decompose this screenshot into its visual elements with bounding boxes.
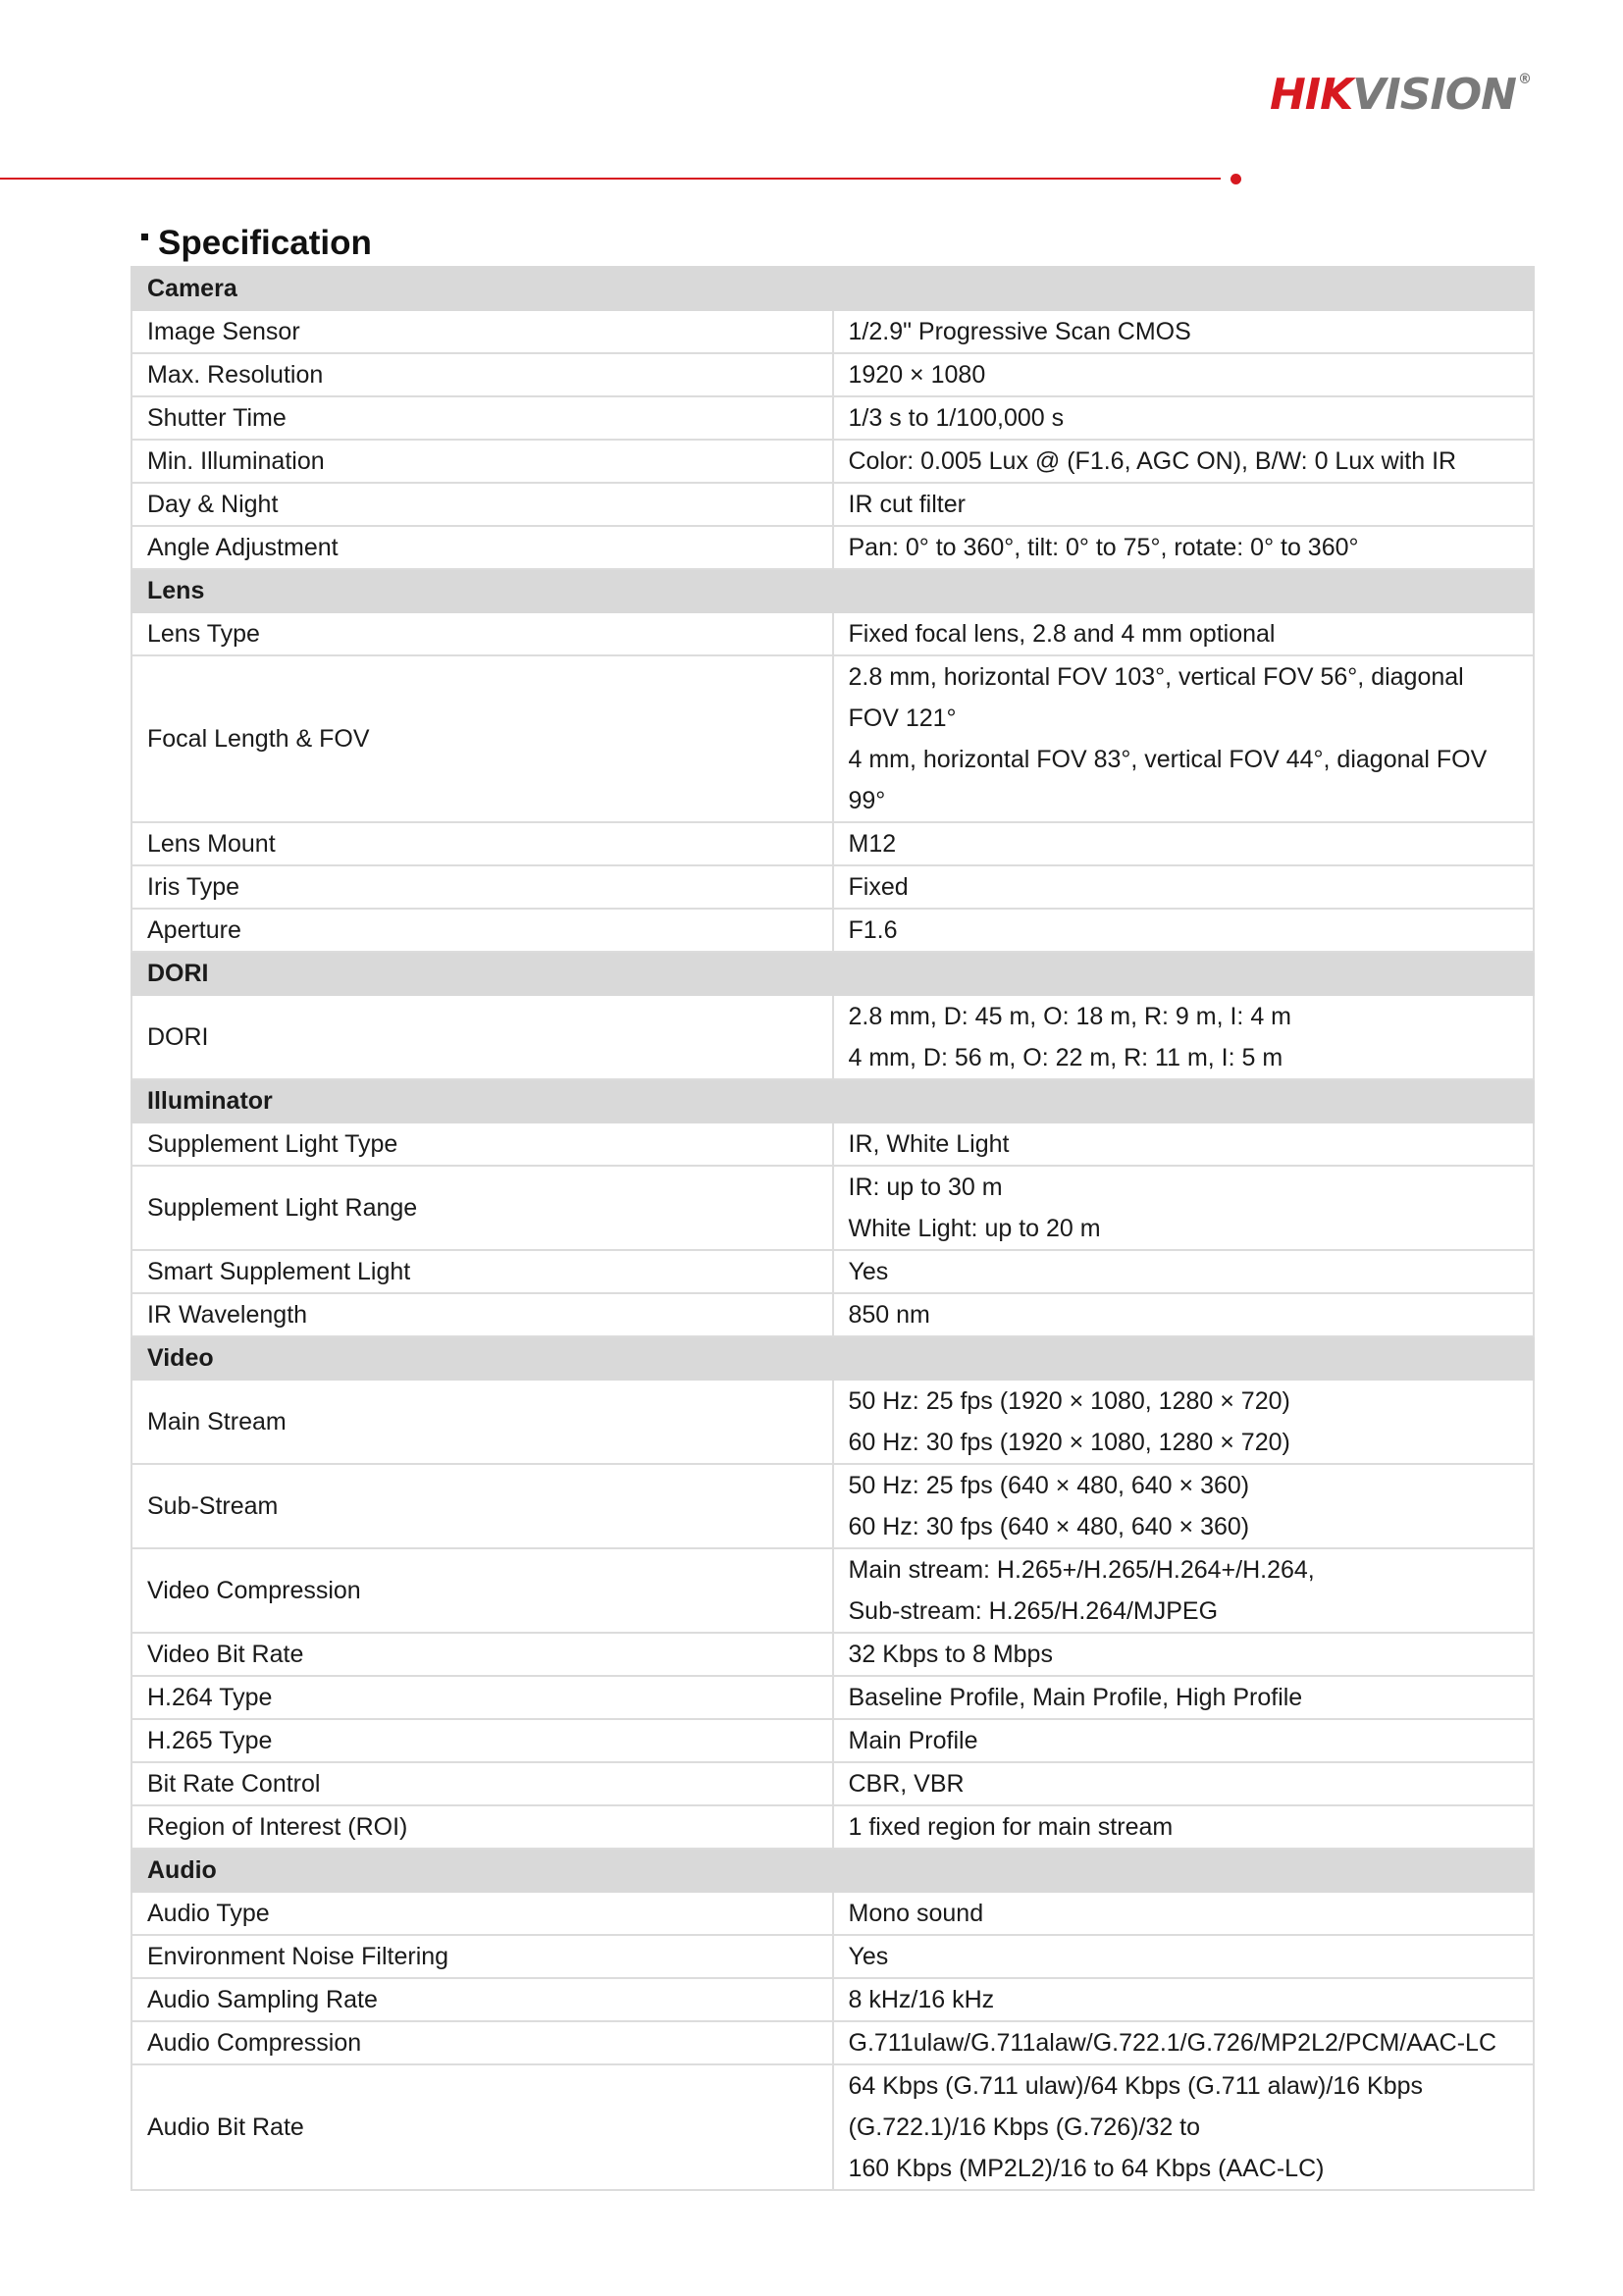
category-label: Video	[131, 1336, 1534, 1380]
spec-value-line: Fixed	[848, 873, 909, 901]
spec-value	[833, 1633, 1535, 1676]
spec-row	[131, 1122, 1534, 1166]
spec-row	[131, 1633, 1534, 1676]
spec-value	[833, 612, 1535, 655]
spec-key: Supplement Light Type	[131, 1122, 833, 1166]
spec-value	[833, 1122, 1535, 1166]
spec-value	[833, 865, 1535, 909]
section-heading-text: Specification	[158, 224, 372, 262]
spec-value-line: 1/2.9" Progressive Scan CMOS	[848, 318, 1191, 345]
spec-value	[833, 1762, 1535, 1805]
category-label: Illuminator	[131, 1079, 1534, 1122]
spec-value	[833, 1250, 1535, 1293]
spec-value-line: 50 Hz: 25 fps (640 × 480, 640 × 360)	[848, 1472, 1250, 1499]
registered-mark: ®	[1518, 72, 1531, 87]
spec-key: Shutter Time	[131, 396, 833, 440]
spec-value-line: M12	[848, 830, 897, 858]
spec-value-line: 60 Hz: 30 fps (640 × 480, 640 × 360)	[848, 1513, 1250, 1540]
spec-key: Day & Night	[131, 483, 833, 526]
spec-value	[833, 310, 1535, 353]
spec-value-line: 8 kHz/16 kHz	[848, 1986, 995, 2013]
spec-value-line: F1.6	[848, 916, 898, 944]
spec-value	[833, 2064, 1535, 2190]
spec-key: Angle Adjustment	[131, 526, 833, 569]
spec-key: DORI	[131, 995, 833, 1079]
spec-row	[131, 1892, 1534, 1935]
spec-value	[833, 1166, 1535, 1250]
spec-value-line: IR, White Light	[848, 1130, 1010, 1158]
spec-value	[833, 1805, 1535, 1849]
spec-value-line: 160 Kbps (MP2L2)/16 to 64 Kbps (AAC-LC)	[848, 2155, 1325, 2182]
spec-key: Audio Type	[131, 1892, 833, 1935]
spec-value-line: Fixed focal lens, 2.8 and 4 mm optional	[848, 620, 1276, 648]
spec-value-line: 2.8 mm, horizontal FOV 103°, vertical FOV 56°, diagonal FOV 121°	[848, 663, 1464, 732]
spec-value-line: White Light: up to 20 m	[848, 1215, 1101, 1242]
spec-row	[131, 612, 1534, 655]
spec-key: Lens Mount	[131, 822, 833, 865]
spec-row	[131, 310, 1534, 353]
spec-value	[833, 526, 1535, 569]
category-row	[131, 1849, 1534, 1892]
spec-row	[131, 1978, 1534, 2021]
spec-key: Bit Rate Control	[131, 1762, 833, 1805]
spec-value	[833, 1719, 1535, 1762]
spec-row	[131, 1805, 1534, 1849]
spec-value-line: G.711ulaw/G.711alaw/G.722.1/G.726/MP2L2/PCM/AAC-LC	[848, 2029, 1497, 2057]
spec-value-line: IR cut filter	[848, 491, 966, 518]
spec-value-line: 1 fixed region for main stream	[848, 1813, 1174, 1841]
spec-row	[131, 440, 1534, 483]
spec-value	[833, 440, 1535, 483]
spec-row	[131, 2064, 1534, 2190]
brand-logo	[1269, 70, 1531, 120]
spec-row	[131, 396, 1534, 440]
spec-key: Region of Interest (ROI)	[131, 1805, 833, 1849]
spec-value	[833, 1464, 1535, 1548]
spec-row	[131, 526, 1534, 569]
spec-value-line: 4 mm, horizontal FOV 83°, vertical FOV 44°, diagonal FOV 99°	[848, 746, 1488, 814]
spec-value	[833, 396, 1535, 440]
spec-value	[833, 483, 1535, 526]
spec-value-line: 4 mm, D: 56 m, O: 22 m, R: 11 m, I: 5 m	[848, 1044, 1283, 1071]
spec-value	[833, 2021, 1535, 2064]
spec-value	[833, 1892, 1535, 1935]
spec-row	[131, 2021, 1534, 2064]
spec-value-line: Sub-stream: H.265/H.264/MJPEG	[848, 1597, 1219, 1625]
spec-key: Aperture	[131, 909, 833, 952]
spec-row	[131, 1676, 1534, 1719]
category-row	[131, 569, 1534, 612]
spec-key: Sub-Stream	[131, 1464, 833, 1548]
spec-row	[131, 1719, 1534, 1762]
spec-key: IR Wavelength	[131, 1293, 833, 1336]
spec-value-line: IR: up to 30 m	[848, 1174, 1003, 1201]
spec-row	[131, 483, 1534, 526]
category-label: Audio	[131, 1849, 1534, 1892]
spec-key: Image Sensor	[131, 310, 833, 353]
spec-key: Main Stream	[131, 1380, 833, 1464]
spec-value-line: Pan: 0° to 360°, tilt: 0° to 75°, rotate: 0° to 360°	[848, 534, 1359, 561]
spec-value-line: 1920 × 1080	[848, 361, 986, 389]
spec-value-line: 32 Kbps to 8 Mbps	[848, 1641, 1053, 1668]
spec-value-line: CBR, VBR	[848, 1770, 965, 1798]
spec-row	[131, 1293, 1534, 1336]
spec-key: Environment Noise Filtering	[131, 1935, 833, 1978]
spec-value-line: 50 Hz: 25 fps (1920 × 1080, 1280 × 720)	[848, 1387, 1290, 1415]
spec-row	[131, 353, 1534, 396]
spec-value	[833, 655, 1535, 822]
spec-value-line: Main stream: H.265+/H.265/H.264+/H.264,	[848, 1556, 1315, 1584]
category-row	[131, 1079, 1534, 1122]
spec-row	[131, 865, 1534, 909]
spec-key: Min. Illumination	[131, 440, 833, 483]
spec-value	[833, 353, 1535, 396]
spec-value	[833, 1676, 1535, 1719]
spec-value-line: Color: 0.005 Lux @ (F1.6, AGC ON), B/W: 0 Lux with IR	[848, 447, 1457, 475]
spec-row	[131, 1464, 1534, 1548]
spec-row	[131, 1380, 1534, 1464]
spec-value-line: Baseline Profile, Main Profile, High Profile	[848, 1684, 1303, 1711]
brand-logo-part2: VISION	[1352, 70, 1516, 120]
category-label: Lens	[131, 569, 1534, 612]
spec-key: Supplement Light Range	[131, 1166, 833, 1250]
spec-value	[833, 1935, 1535, 1978]
spec-value	[833, 1380, 1535, 1464]
spec-table	[131, 266, 1535, 2191]
spec-key: Video Compression	[131, 1548, 833, 1633]
spec-key: Lens Type	[131, 612, 833, 655]
spec-value	[833, 909, 1535, 952]
spec-key: H.265 Type	[131, 1719, 833, 1762]
spec-value-line: 2.8 mm, D: 45 m, O: 18 m, R: 9 m, I: 4 m	[848, 1003, 1291, 1030]
spec-row	[131, 655, 1534, 822]
category-row	[131, 952, 1534, 995]
section-heading	[141, 222, 372, 265]
spec-row	[131, 1762, 1534, 1805]
spec-value-line: Yes	[848, 1943, 889, 1970]
spec-key: Audio Compression	[131, 2021, 833, 2064]
spec-key: Focal Length & FOV	[131, 655, 833, 822]
spec-row	[131, 1935, 1534, 1978]
spec-key: Iris Type	[131, 865, 833, 909]
brand-logo-part1: HIK	[1269, 70, 1353, 120]
spec-row	[131, 995, 1534, 1079]
spec-row	[131, 1548, 1534, 1633]
spec-row	[131, 822, 1534, 865]
spec-value	[833, 822, 1535, 865]
spec-key: Audio Bit Rate	[131, 2064, 833, 2190]
spec-key: Audio Sampling Rate	[131, 1978, 833, 2021]
heading-bullet-icon	[141, 234, 148, 240]
spec-key: Video Bit Rate	[131, 1633, 833, 1676]
category-row	[131, 267, 1534, 310]
spec-value-line: Mono sound	[848, 1900, 984, 1927]
spec-row	[131, 1166, 1534, 1250]
spec-value-line: Yes	[848, 1258, 889, 1285]
spec-value	[833, 1548, 1535, 1633]
spec-value-line: 1/3 s to 1/100,000 s	[848, 404, 1065, 432]
spec-value	[833, 1978, 1535, 2021]
spec-key: H.264 Type	[131, 1676, 833, 1719]
spec-value-line: Main Profile	[848, 1727, 978, 1754]
spec-key: Max. Resolution	[131, 353, 833, 396]
category-row	[131, 1336, 1534, 1380]
spec-value-line: 60 Hz: 30 fps (1920 × 1080, 1280 × 720)	[848, 1429, 1290, 1456]
spec-value	[833, 995, 1535, 1079]
spec-value-line: 850 nm	[848, 1301, 930, 1329]
header-rule-dot	[1230, 174, 1241, 184]
spec-value	[833, 1293, 1535, 1336]
spec-key: Smart Supplement Light	[131, 1250, 833, 1293]
header-rule	[0, 178, 1221, 180]
spec-row	[131, 909, 1534, 952]
category-label: DORI	[131, 952, 1534, 995]
spec-row	[131, 1250, 1534, 1293]
category-label: Camera	[131, 267, 1534, 310]
spec-value-line: 64 Kbps (G.711 ulaw)/64 Kbps (G.711 alaw)/16 Kbps (G.722.1)/16 Kbps (G.726)/32 to	[848, 2072, 1424, 2141]
